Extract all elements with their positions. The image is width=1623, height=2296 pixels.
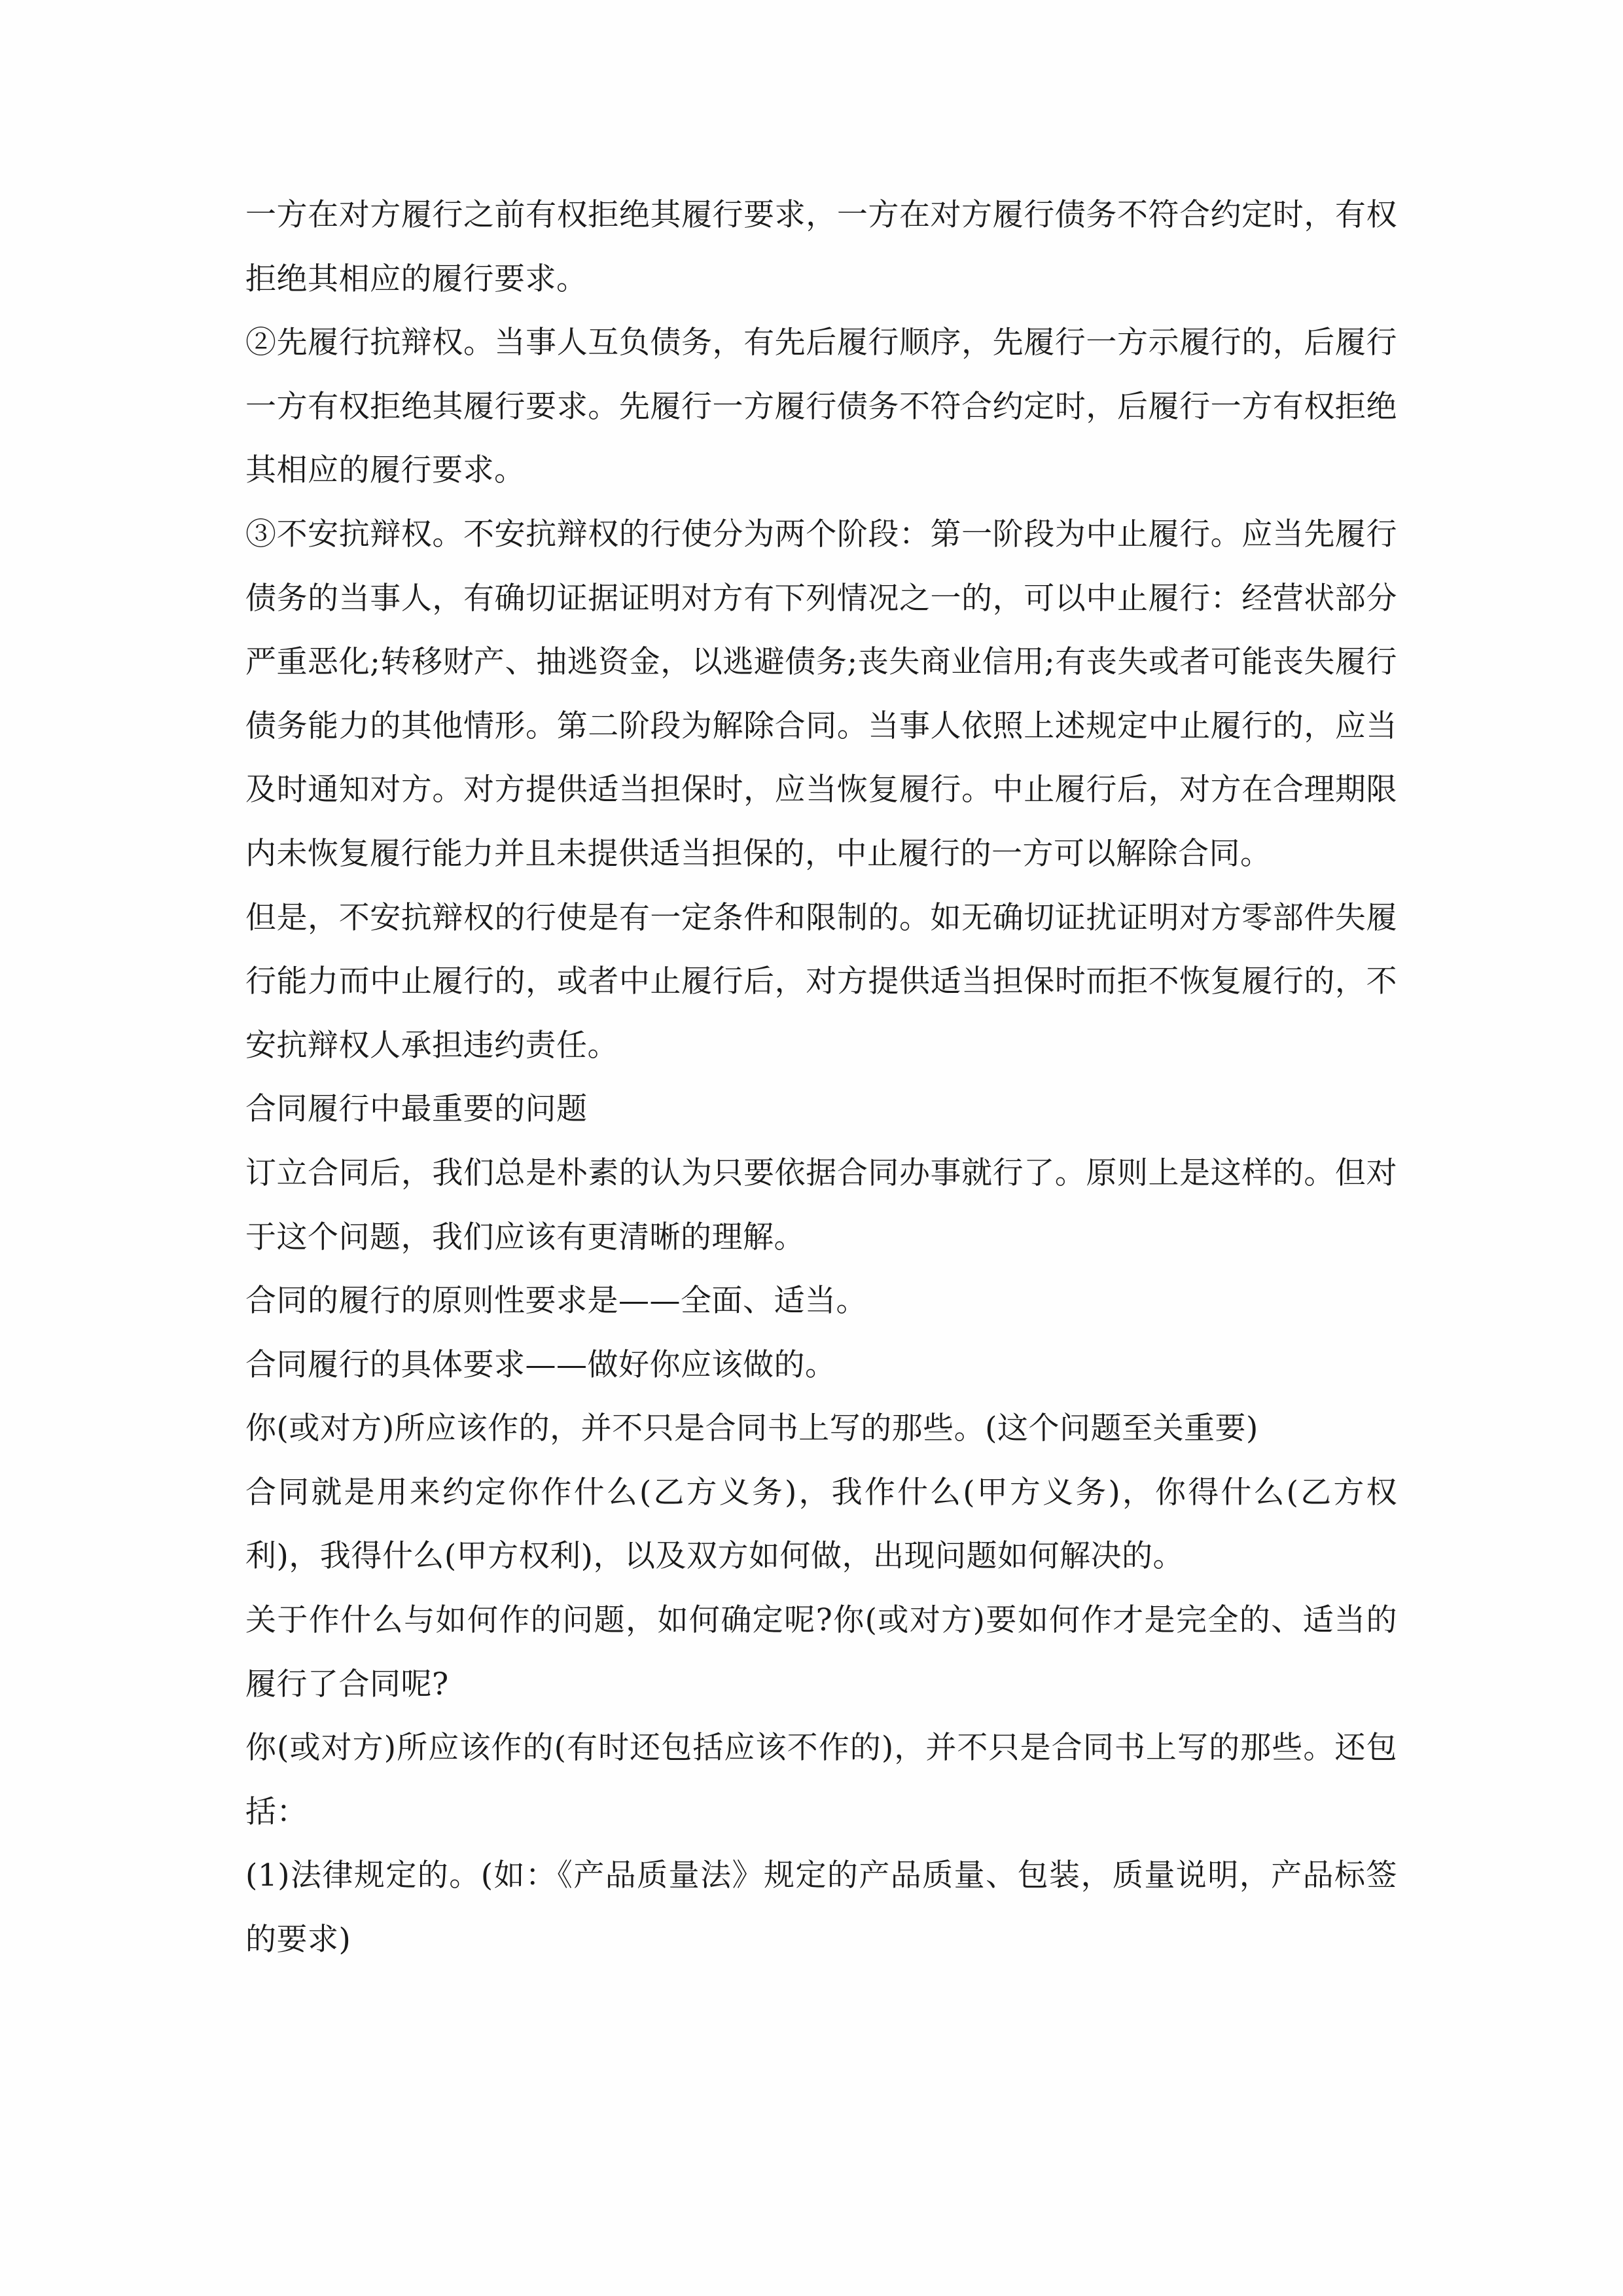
paragraph-contract-intro: 订立合同后，我们总是朴素的认为只要依据合同办事就行了。原则上是这样的。但对于这个问题，我们应该有更清晰的理解。 (245, 1155, 1397, 1255)
paragraph-contract-definition: 合同就是用来约定你作什么(乙方义务)，我作什么(甲方义务)，你得什么(乙方权利)，我得什么(甲方权利)，以及双方如何做，出现问题如何解决的。 (245, 1474, 1397, 1575)
paragraph-unsafe-defense: ③不安抗辩权。不安抗辩权的行使分为两个阶段：第一阶段为中止履行。应当先履行债务的当事人，有确切证据证明对方有下列情况之一的，可以中止履行：经营状部分严重恶化;转移财产、抽逃资金，以逃避债务;丧失商业信用;有丧失或者可能丧失履行债务能力的其他情形。第二阶段为解除合同。当事人依照上述规定中止履行的，应当及时通知对方。对方提供适当担保时，应当恢复履行。中止履行后，对方在合理期限内未恢复履行能力并且未提供适当担保的，中止履行的一方可以解除合同。 (245, 516, 1397, 872)
paragraph-defense-limits: 但是，不安抗辩权的行使是有一定条件和限制的。如无确切证扰证明对方零部件失履行能力而中止履行的，或者中止履行后，对方提供适当担保时而拒不恢复履行的，不安抗辩权人承担违约责任。 (245, 899, 1397, 1064)
paragraph-specific-requirement: 合同履行的具体要求——做好你应该做的。 (245, 1346, 836, 1383)
paragraph-not-only-contract: 你(或对方)所应该作的，并不只是合同书上写的那些。(这个问题至关重要) (245, 1410, 1258, 1447)
paragraph-refusal-rights: 一方在对方履行之前有权拒绝其履行要求，一方在对方履行债务不符合约定时，有权拒绝其相应的履行要求。 (245, 197, 1397, 297)
document-body (245, 183, 1397, 1972)
section-heading: 合同履行中最重要的问题 (245, 1091, 588, 1128)
paragraph-question: 关于作什么与如何作的问题，如何确定呢?你(或对方)要如何作才是完全的、适当的履行了合同呢? (245, 1602, 1397, 1702)
paragraph-also-includes: 你(或对方)所应该作的(有时还包括应该不作的)，并不只是合同书上写的那些。还包括： (245, 1730, 1397, 1830)
paragraph-principle: 合同的履行的原则性要求是——全面、适当。 (245, 1283, 867, 1319)
paragraph-prior-performance-defense: ②先履行抗辩权。当事人互负债务，有先后履行顺序，先履行一方示履行的，后履行一方有权拒绝其履行要求。先履行一方履行债务不符合约定时，后履行一方有权拒绝其相应的履行要求。 (245, 325, 1397, 489)
paragraph-law-provisions: (1)法律规定的。(如：《产品质量法》规定的产品质量、包装，质量说明，产品标签的要求) (245, 1857, 1397, 1958)
